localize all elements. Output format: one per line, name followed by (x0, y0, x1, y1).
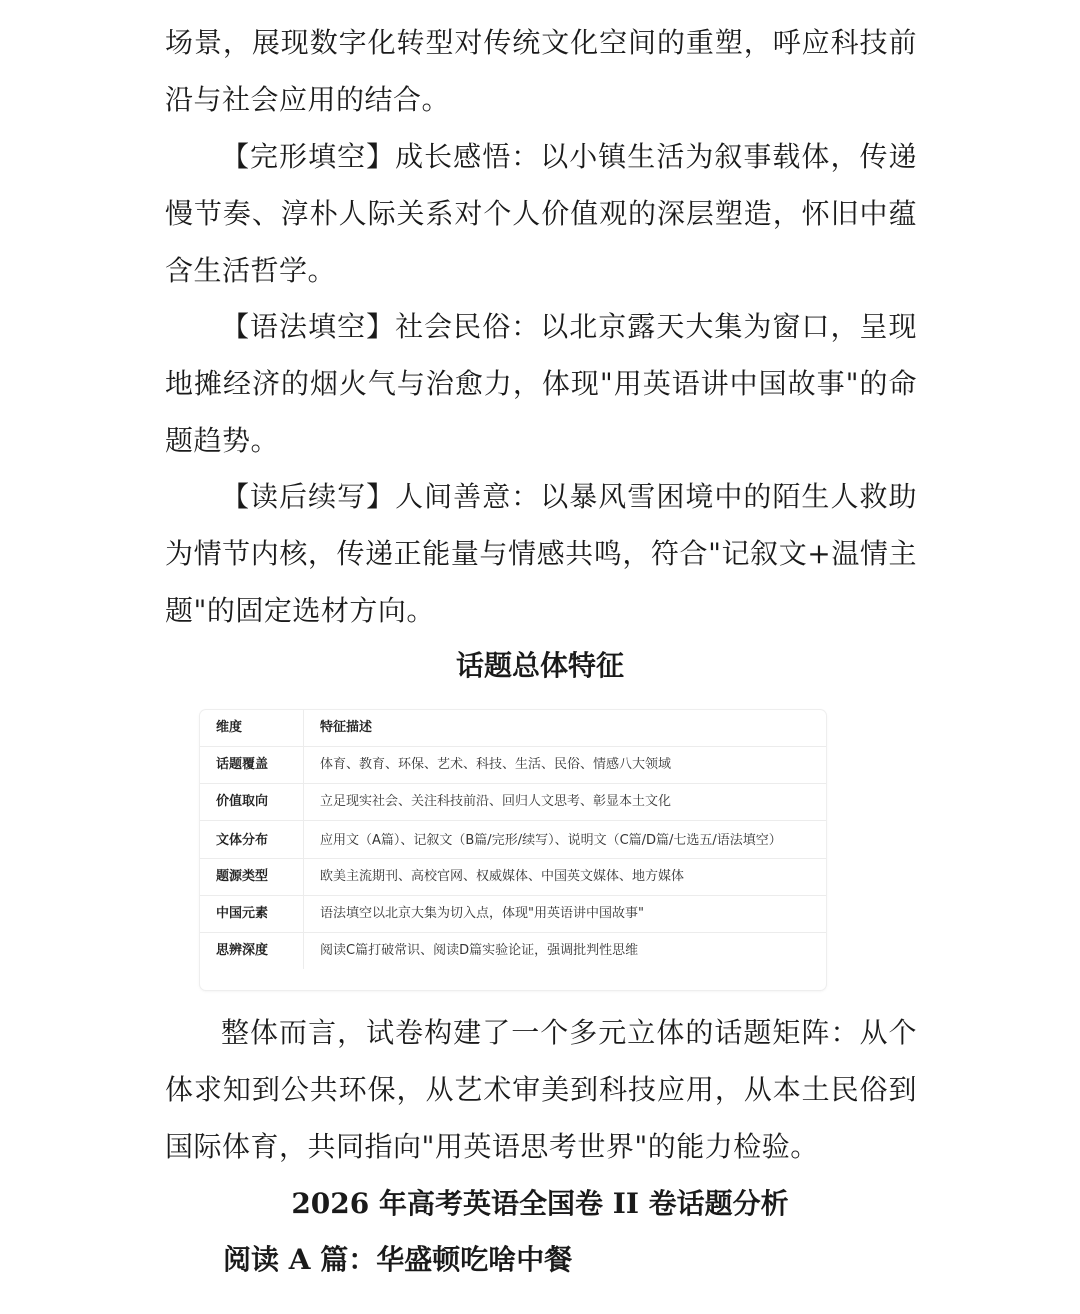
table-row (200, 896, 826, 933)
table-cell-description: 体育、教育、环保、艺术、科技、生活、民俗、情感八大领域 (304, 747, 827, 784)
section-title: 2026 年高考英语全国卷 II 卷话题分析 (291, 1187, 789, 1220)
table-cell-description: 语法填空以北京大集为切入点，体现"用英语讲中国故事" (304, 896, 827, 933)
table-cell-dimension: 话题覆盖 (200, 747, 304, 784)
table-row (200, 747, 826, 784)
paragraph-grammar-fill: 【语法填空】社会民俗：以北京露天大集为窗口，呈现地摊经济的烟火气与治愈力，体现"用英语讲中国故事"的命题趋势。 (165, 310, 917, 457)
table-header-row (200, 710, 826, 747)
subsection-title: 阅读 A 篇：华盛顿吃啥中餐 (223, 1243, 573, 1276)
table-cell-dimension: 价值取向 (200, 784, 304, 821)
table-row (200, 784, 826, 821)
table-cell-description: 应用文（A篇）、记叙文（B篇/完形/续写）、说明文（C篇/D篇/七选五/语法填空） (304, 821, 827, 859)
table-cell-dimension: 中国元素 (200, 896, 304, 933)
table-row (200, 933, 826, 970)
table-cell-dimension: 思辨深度 (200, 933, 304, 970)
table-header-dimension: 维度 (200, 710, 304, 747)
topic-features-table (200, 710, 826, 990)
table-row (200, 821, 826, 859)
paragraph-cloze: 【完形填空】成长感悟：以小镇生活为叙事载体，传递慢节奏、淳朴人际关系对个人价值观的深层塑造，怀旧中蕴含生活哲学。 (165, 140, 917, 287)
table-row (200, 859, 826, 896)
paragraph-intro-continued: 场景，展现数字化转型对传统文化空间的重塑，呼应科技前沿与社会应用的结合。 (165, 26, 917, 116)
table-cell-description: 立足现实社会、关注科技前沿、回归人文思考、彰显本土文化 (304, 784, 827, 821)
paragraph-continuation-writing: 【读后续写】人间善意：以暴风雪困境中的陌生人救助为情节内核，传递正能量与情感共鸣，符合"记叙文+温情主题"的固定选材方向。 (165, 480, 917, 627)
table-header-description: 特征描述 (304, 710, 827, 747)
table-cell-dimension: 题源类型 (200, 859, 304, 896)
table-cell-description: 阅读C篇打破常识、阅读D篇实验论证，强调批判性思维 (320, 943, 639, 958)
table-cell-dimension: 文体分布 (200, 821, 304, 859)
figure-title: 话题总体特征 (455, 649, 624, 682)
table-cell-description: 欧美主流期刊、高校官网、权威媒体、中国英文媒体、地方媒体 (304, 859, 827, 896)
paragraph-summary: 整体而言，试卷构建了一个多元立体的话题矩阵：从个体求知到公共环保，从艺术审美到科技应用，从本土民俗到国际体育，共同指向"用英语思考世界"的能力检验。 (165, 1016, 917, 1163)
